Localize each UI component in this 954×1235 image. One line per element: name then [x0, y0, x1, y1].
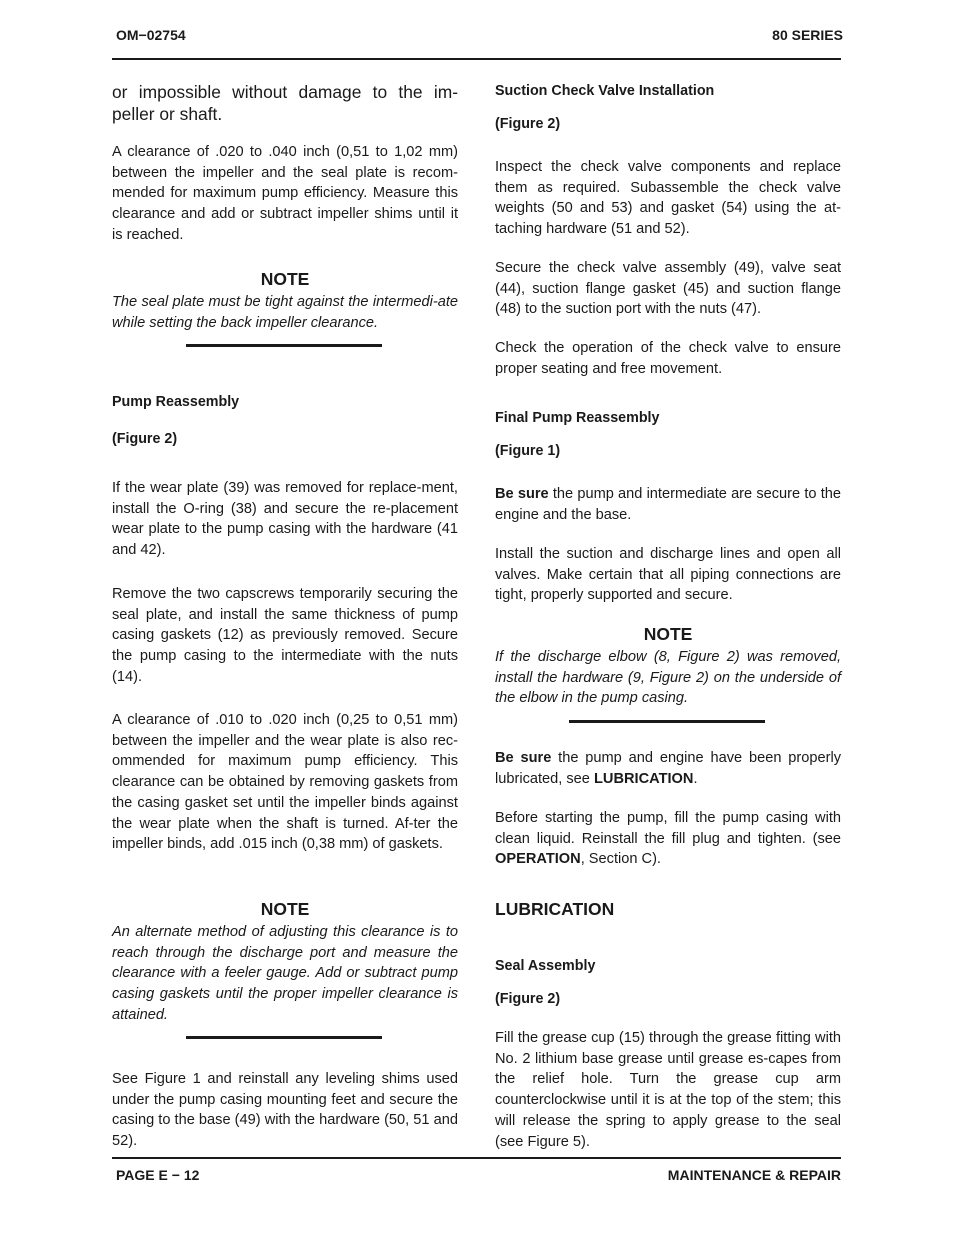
secure-valve-paragraph: Secure the check valve assembly (49), valve seat (44), suction flange gasket (45) and suction flange (48) to the suction port with the nuts (47).: [495, 260, 841, 318]
note-text: If the discharge elbow (8, Figure 2) was removed, install the hardware (9, Figure 2) on the underside of the elbow in the pump casing.: [495, 649, 841, 707]
section-heading-seal-assembly: Seal Assembly: [495, 958, 596, 974]
emphasis: Be sure: [495, 486, 549, 502]
emphasis: Be sure: [495, 750, 552, 766]
paragraph-text: Before starting the pump, fill the pump casing with clean liquid. Reinstall the fill plug and tighten. (see: [495, 810, 841, 847]
note-divider: [569, 720, 765, 723]
be-sure-lubricated-paragraph: [495, 748, 841, 789]
grease-cup-paragraph: Fill the grease cup (15) through the grease fitting with No. 2 lithium base grease until grease es-capes from the relief hole. Turn the grease cup arm counterclockwise until it is at the top of the stem; this will release the spring to apply grease to the seal (see Figure 5).: [495, 1030, 841, 1150]
figure-reference: (Figure 2): [495, 116, 561, 132]
header-rule: [112, 58, 841, 60]
operation-reference: OPERATION: [495, 851, 581, 868]
intro-paragraph: or impossible without damage to the im-peller or shaft.: [112, 82, 458, 124]
section-heading-final-reassembly: Final Pump Reassembly: [495, 410, 660, 426]
wear-plate-paragraph: If the wear plate (39) was removed for replace-ment, install the O-ring (38) and secure the re-placement wear plate to the pump casing with the hardware (41 and 42).: [112, 480, 458, 559]
before-starting-paragraph: [495, 808, 841, 870]
figure-reference: (Figure 1): [495, 443, 561, 459]
paragraph-text: the pump and intermediate are secure to the engine and the base.: [495, 486, 841, 523]
seal-clearance-paragraph: A clearance of .020 to .040 inch (0,51 to 1,02 mm) between the impeller and the seal plate is recom-mended for maximum pump efficiency. Measure this clearance and add or subtract impeller shims until it is reached.: [112, 144, 458, 243]
note-text: An alternate method of adjusting this clearance is to reach through the discharge port and measure the clearance with a feeler gauge. Add or subtract pump casing gaskets until the proper impeller clearance is attained.: [112, 924, 458, 1023]
note-title: NOTE: [643, 624, 693, 644]
note-title: NOTE: [260, 899, 310, 919]
footer-rule: [112, 1157, 841, 1159]
lubrication-reference: LUBRICATION: [593, 770, 694, 787]
leveling-shims-paragraph: See Figure 1 and reinstall any leveling shims used under the pump casing mounting feet and secure the casing to the base (49) with the hardware (50, 51 and 52).: [112, 1071, 458, 1150]
wear-plate-clearance-paragraph: A clearance of .010 to .020 inch (0,25 to 0,51 mm) between the impeller and the wear plate is also rec-ommended for maximum pump efficiency. This clearance can be obtained by removing gaskets from the casing gasket set until the impeller binds against the wear plate when the shaft is turned. Af-ter the impeller binds, add .015 inch (0,38 mm) of gaskets.: [112, 712, 458, 853]
inspect-paragraph: Inspect the check valve components and replace them as required. Subassemble the check valve weights (50 and 53) and gasket (54) using the at-taching hardware (51 and 52).: [495, 159, 841, 238]
paragraph-text: , Section C).: [580, 851, 661, 868]
be-sure-secure-paragraph: [495, 484, 841, 525]
section-label: MAINTENANCE & REPAIR: [667, 1167, 841, 1183]
page-number: PAGE E − 12: [116, 1167, 200, 1183]
paragraph-text: the pump and engine have been properly lubricated, see: [495, 750, 841, 787]
doc-number: OM−02754: [116, 27, 186, 43]
section-heading-pump-reassembly: Pump Reassembly: [112, 394, 240, 410]
series-label: 80 SERIES: [772, 27, 843, 43]
paragraph-text: .: [693, 770, 698, 787]
check-operation-paragraph: Check the operation of the check valve to ensure proper seating and free movement.: [495, 340, 841, 377]
figure-reference: (Figure 2): [112, 431, 178, 447]
note-text: The seal plate must be tight against the intermedi-ate while setting the back impeller clearance.: [112, 294, 458, 331]
lubrication-heading: LUBRICATION: [495, 899, 615, 919]
install-lines-paragraph: Install the suction and discharge lines and open all valves. Make certain that all piping connections are tight, properly supported and secure.: [495, 546, 841, 604]
capscrews-paragraph: Remove the two capscrews temporarily securing the seal plate, and install the same thickness of pump casing gaskets (12) as previously removed. Secure the pump casing to the intermediate with the nuts (14).: [112, 586, 458, 685]
note-divider: [186, 344, 382, 347]
note-divider: [186, 1036, 382, 1039]
figure-reference: (Figure 2): [495, 991, 561, 1007]
section-heading-suction-check-valve: Suction Check Valve Installation: [495, 83, 715, 99]
note-title: NOTE: [260, 269, 310, 289]
